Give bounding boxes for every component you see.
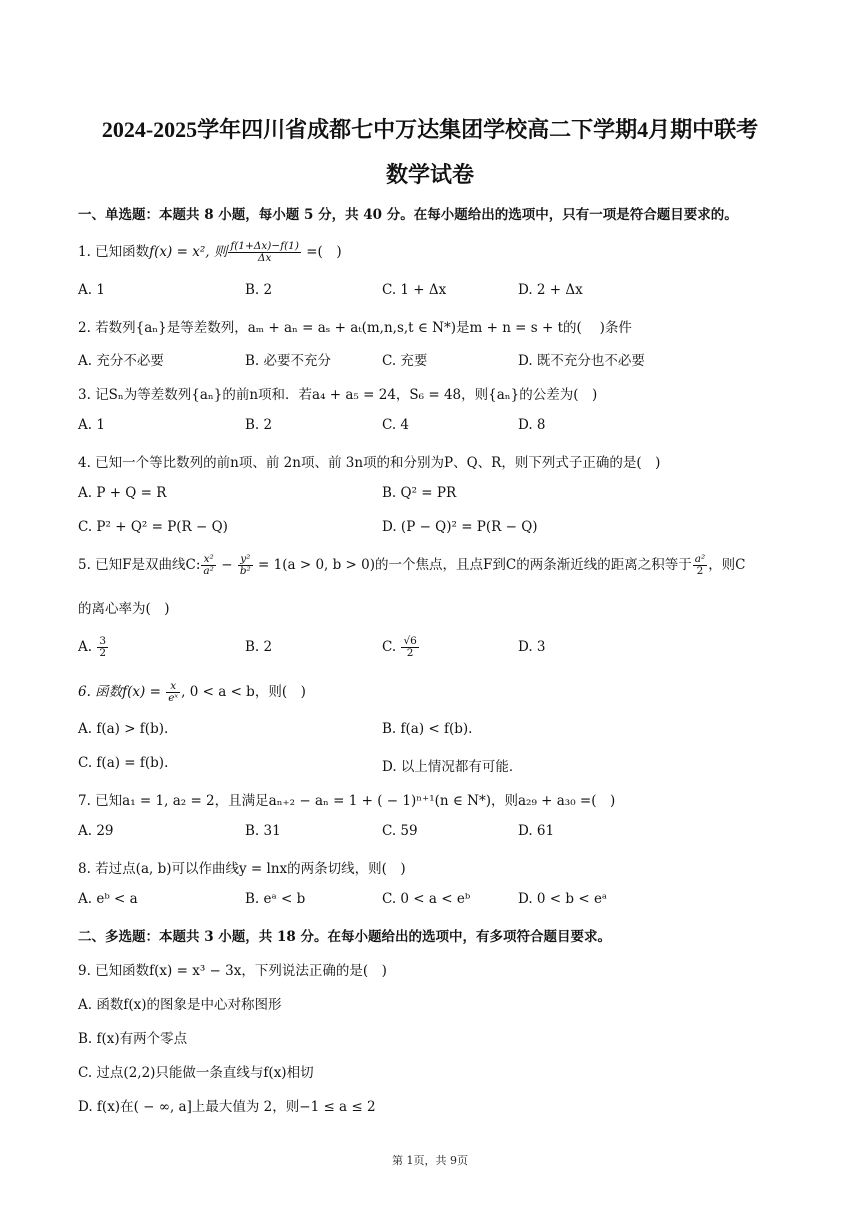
q2-option-d: D. 既不充分也不必要 xyxy=(518,353,645,369)
question-3: 3. 记Sₙ为等差数列{aₙ}的前n项和．若a₄ + a₅ = 24，S₆ = 48，则{aₙ}的公差为( ) xyxy=(78,387,598,403)
q5-option-b: B. 2 xyxy=(245,639,273,655)
q1-suffix: =( ) xyxy=(301,244,342,260)
q8-option-b: B. eᵃ < b xyxy=(245,891,306,907)
q6-suffix: , 0 < a < b，则( ) xyxy=(181,684,306,700)
section-single-choice-heading: 一、单选题：本题共 8 小题，每小题 5 分，共 40 分。在每小题给出的选项中，只有一项是符合题目要求的。 xyxy=(78,207,738,223)
question-5-line1 xyxy=(78,553,746,577)
q8-option-a: A. eᵇ < a xyxy=(78,891,138,907)
q4-option-d: D. (P − Q)² = P(R − Q) xyxy=(382,519,538,535)
q5-f2-den: b² xyxy=(239,565,251,577)
q1-option-d: D. 2 + Δx xyxy=(518,282,583,298)
q6-option-a: A. f(a) > f(b). xyxy=(78,721,169,737)
question-1 xyxy=(78,240,342,264)
q8-option-d: D. 0 < b < eᵃ xyxy=(518,891,608,907)
q7-option-a: A. 29 xyxy=(78,823,114,839)
page-footer: 第 1页，共 9页 xyxy=(392,1154,468,1167)
q7-option-d: D. 61 xyxy=(518,823,555,839)
question-4: 4. 已知一个等比数列的前n项、前 2n项、前 3n项的和分别为P、Q、R，则下列式子正确的是( ) xyxy=(78,455,661,471)
q5-option-c-fraction xyxy=(401,636,418,659)
q5-text-c: ，则C xyxy=(708,557,746,573)
q5-option-a-num: 3 xyxy=(99,635,107,647)
q6-option-c: C. f(a) = f(b). xyxy=(78,755,169,771)
q4-option-c: C. P² + Q² = P(R − Q) xyxy=(78,519,228,535)
question-6 xyxy=(78,680,306,704)
q6-frac-den: eˣ xyxy=(168,692,179,704)
question-9: 9. 已知函数f(x) = x³ − 3x，下列说法正确的是( ) xyxy=(78,963,387,979)
q5-fraction-y xyxy=(238,554,253,577)
section-multi-choice-heading: 二、多选题：本题共 3 小题，共 18 分。在每小题给出的选项中，有多项符合题目要求。 xyxy=(78,929,611,945)
q6-frac-num: x xyxy=(166,681,180,693)
q1-option-b: B. 2 xyxy=(245,282,273,298)
q5-option-a-den: 2 xyxy=(99,647,107,659)
q5-text-a: 5. 已知F是双曲线C: xyxy=(78,557,201,573)
q7-option-c: C. 59 xyxy=(382,823,418,839)
q8-option-c: C. 0 < a < eᵇ xyxy=(382,891,471,907)
q1-frac-den: Δx xyxy=(257,252,272,264)
q9-option-b: B. f(x)有两个零点 xyxy=(78,1031,188,1047)
q3-option-c: C. 4 xyxy=(382,417,410,433)
q4-option-b: B. Q² = PR xyxy=(382,485,457,501)
q5-option-a xyxy=(78,636,109,659)
q5-f2-num: y² xyxy=(238,554,253,566)
q2-option-b: B. 必要不充分 xyxy=(245,353,332,369)
exam-title-line1: 2024-2025学年四川省成都七中万达集团学校高二下学期4月期中联考 xyxy=(101,117,759,142)
q5-f1-num: x² xyxy=(201,554,215,566)
q1-prefix: 1. 已知函数 xyxy=(78,244,150,260)
q1-fraction xyxy=(228,241,301,264)
q1-option-c: C. 1 + Δx xyxy=(382,282,447,298)
q5-option-c xyxy=(382,636,420,659)
q5-f3-den: 2 xyxy=(696,565,704,577)
q1-frac-num: f(1+Δx)−f(1) xyxy=(230,240,299,252)
q1-option-a: A. 1 xyxy=(78,282,105,298)
q7-option-b: B. 31 xyxy=(245,823,281,839)
question-2: 2. 若数列{aₙ}是等差数列，aₘ + aₙ = aₛ + aₜ(m,n,s,t ∈ N*)是m + n = s + t的( )条件 xyxy=(78,320,632,336)
question-8: 8. 若过点(a, b)可以作曲线y = lnx的两条切线，则( ) xyxy=(78,861,406,877)
q5-fraction-x xyxy=(201,554,215,577)
q9-option-c: C. 过点(2,2)只能做一条直线与f(x)相切 xyxy=(78,1065,314,1081)
q5-option-a-label: A. xyxy=(78,639,97,655)
q5-minus: − xyxy=(216,557,237,573)
q5-option-c-label: C. xyxy=(382,639,401,655)
q6-option-d: D. 以上情况都有可能． xyxy=(382,759,523,775)
q2-option-a: A. 充分不必要 xyxy=(78,353,164,369)
q1-expr: f(x) = x², 则 xyxy=(149,244,228,260)
exam-title-line2: 数学试卷 xyxy=(385,162,474,187)
q3-option-a: A. 1 xyxy=(78,417,105,433)
q3-option-d: D. 8 xyxy=(518,417,546,433)
q5-text-b: = 1(a > 0, b > 0)的一个焦点，且点F到C的两条渐近线的距离之积等于 xyxy=(253,557,692,573)
q5-f3-num: a² xyxy=(694,553,706,565)
q5-option-a-fraction xyxy=(97,636,108,659)
q5-fraction-a xyxy=(693,554,707,577)
q4-option-a: A. P + Q = R xyxy=(78,485,167,501)
q5-f1-den: a² xyxy=(203,565,214,577)
q9-option-d: D. f(x)在( − ∞, a]上最大值为 2，则−1 ≤ a ≤ 2 xyxy=(78,1099,376,1115)
q5-option-d: D. 3 xyxy=(518,639,546,655)
q6-prefix: 6. 函数f(x) = xyxy=(78,684,166,700)
question-7: 7. 已知a₁ = 1, a₂ = 2，且满足aₙ₊₂ − aₙ = 1 + ( − 1)ⁿ⁺¹(n ∈ N*)，则a₂₉ + a₃₀ =( ) xyxy=(78,793,616,809)
q2-option-c: C. 充要 xyxy=(382,353,428,369)
q9-option-a: A. 函数f(x)的图象是中心对称图形 xyxy=(78,997,282,1013)
q3-option-b: B. 2 xyxy=(245,417,273,433)
q6-fraction xyxy=(166,681,180,704)
q5-option-c-den: 2 xyxy=(406,647,414,659)
q6-option-b: B. f(a) < f(b). xyxy=(382,721,473,737)
question-5-line2: 的离心率为( ) xyxy=(78,601,170,617)
q5-option-c-num: √6 xyxy=(403,635,417,647)
